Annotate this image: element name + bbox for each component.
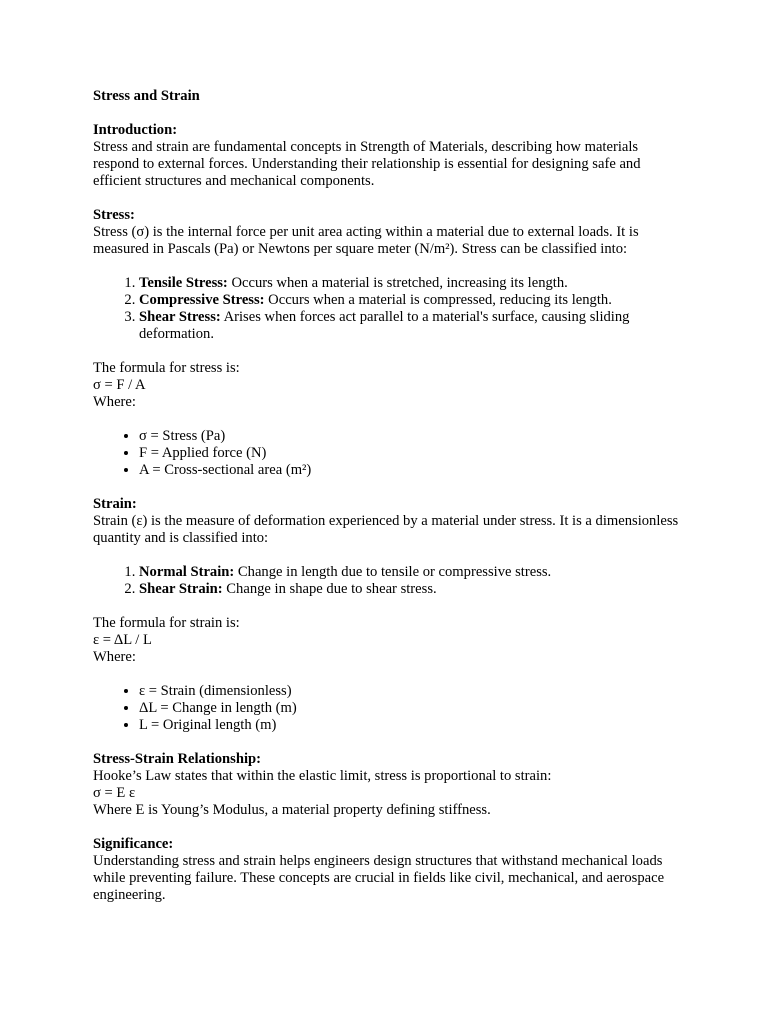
list-item <box>139 564 683 581</box>
relationship-text: Hooke’s Law states that within the elastic limit, stress is proportional to strain: <box>93 768 552 784</box>
strain-formula-intro: The formula for strain is: <box>93 615 240 631</box>
introduction-section <box>93 122 683 190</box>
strain-type-desc: Change in length due to tensile or compressive stress. <box>234 564 552 580</box>
strain-variables-list <box>93 683 683 734</box>
stress-text: Stress (σ) is the internal force per unit area acting within a material due to external loads. It is measured in Pascals (Pa) or Newtons per square meter (N/m²). Stress can be classified into: <box>93 224 639 257</box>
list-item <box>139 309 683 343</box>
list-item: • ε = Strain (dimensionless) <box>139 683 683 700</box>
document-title: Stress and Strain <box>93 88 200 104</box>
strain-where-label: Where: <box>93 649 136 665</box>
strain-section <box>93 496 683 547</box>
list-item <box>139 292 683 309</box>
list-item: • L = Original length (m) <box>139 717 683 734</box>
document-title-block <box>93 88 683 105</box>
strain-formula-block <box>93 615 683 666</box>
stress-type-desc: Occurs when a material is stretched, increasing its length. <box>227 275 568 291</box>
list-item: • σ = Stress (Pa) <box>139 428 683 445</box>
strain-text: Strain (ε) is the measure of deformation experienced by a material under stress. It is a dimensionless quantity and is classified into: <box>93 513 679 546</box>
list-item: • F = Applied force (N) <box>139 445 683 462</box>
introduction-heading: Introduction: <box>93 122 178 138</box>
introduction-text: Stress and strain are fundamental concepts in Strength of Materials, describing how materials respond to external forces. Understanding their relationship is essential for designing safe and efficient structures and mechanical components. <box>93 139 641 189</box>
significance-text: Understanding stress and strain helps engineers design structures that withstand mechanical loads while preventing failure. These concepts are crucial in fields like civil, mechanical, and aerospace engineering. <box>93 853 665 903</box>
list-item <box>139 275 683 292</box>
stress-formula: σ = F / A <box>93 377 146 393</box>
stress-type-term: Shear Stress: <box>139 309 221 325</box>
strain-types-list <box>93 564 683 598</box>
stress-types-list <box>93 275 683 343</box>
list-item <box>139 581 683 598</box>
relationship-section <box>93 751 683 819</box>
relationship-note: Where E is Young’s Modulus, a material property defining stiffness. <box>93 802 491 818</box>
stress-formula-intro: The formula for stress is: <box>93 360 240 376</box>
stress-variables-list <box>93 428 683 479</box>
list-item: • ΔL = Change in length (m) <box>139 700 683 717</box>
strain-heading: Strain: <box>93 496 137 512</box>
significance-heading: Significance: <box>93 836 174 852</box>
list-item: • A = Cross-sectional area (m²) <box>139 462 683 479</box>
stress-type-term: Tensile Stress: <box>139 275 228 291</box>
stress-formula-block <box>93 360 683 411</box>
stress-type-term: Compressive Stress: <box>139 292 265 308</box>
strain-type-term: Normal Strain: <box>139 564 235 580</box>
relationship-heading: Stress-Strain Relationship: <box>93 751 261 767</box>
relationship-formula: σ = E ε <box>93 785 136 801</box>
stress-heading: Stress: <box>93 207 135 223</box>
strain-formula: ε = ΔL / L <box>93 632 152 648</box>
significance-section <box>93 836 683 904</box>
strain-type-desc: Change in shape due to shear stress. <box>222 581 437 597</box>
stress-type-desc: Arises when forces act parallel to a material's surface, causing sliding deformation. <box>139 309 630 342</box>
stress-where-label: Where: <box>93 394 136 410</box>
stress-type-desc: Occurs when a material is compressed, reducing its length. <box>264 292 612 308</box>
stress-section <box>93 207 683 258</box>
strain-type-term: Shear Strain: <box>139 581 223 597</box>
document-content <box>93 88 683 921</box>
